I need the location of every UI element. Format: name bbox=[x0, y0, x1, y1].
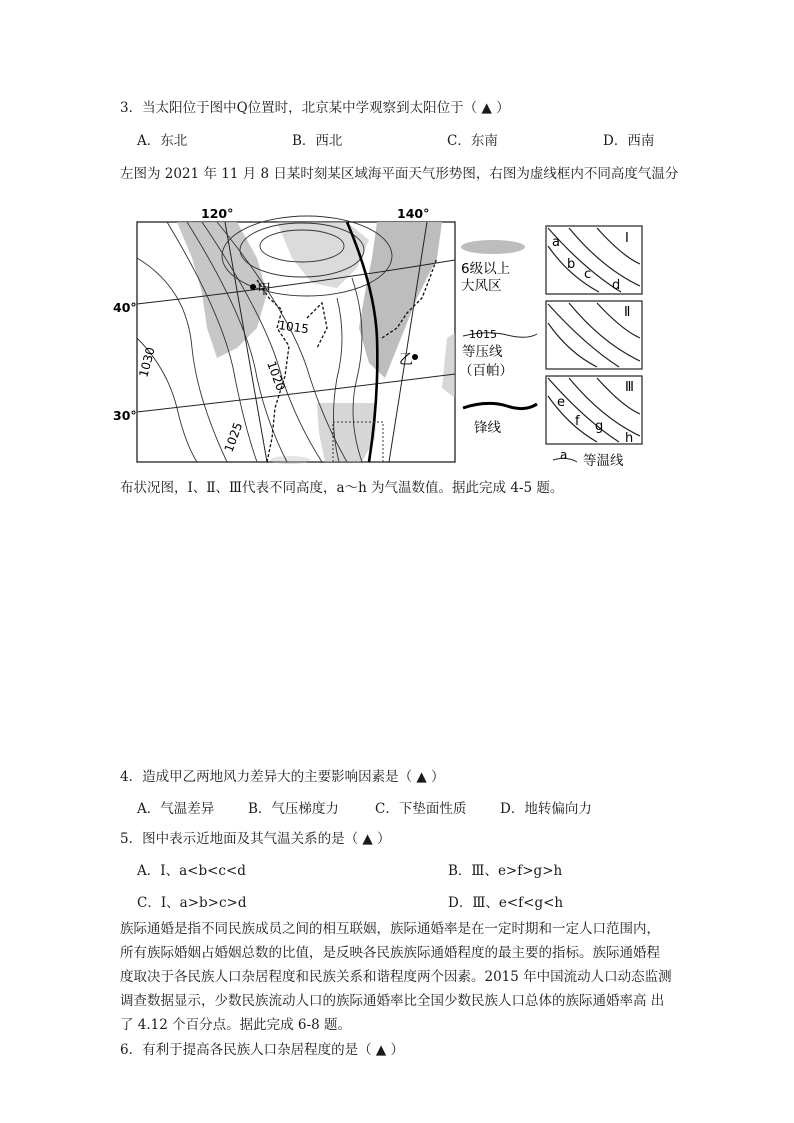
q6-stem: 6．有利于提高各民族人口杂居程度的是（ ▲ ） bbox=[120, 1042, 405, 1058]
q5-option-a: A．Ⅰ、a<b<c<d bbox=[137, 863, 246, 879]
intro-4-5-line2: 布状况图，Ⅰ、Ⅱ、Ⅲ代表不同高度，a～h 为气温数值。据此完成 4-5 题。 bbox=[120, 480, 564, 496]
lon-label-140: 140° bbox=[397, 206, 430, 221]
q3-option-a: A．东北 bbox=[137, 133, 188, 149]
wind-area-legend-line2: 大风区 bbox=[461, 278, 502, 294]
q5-option-b: B．Ⅲ、e>f>g>h bbox=[448, 863, 563, 879]
q3-option-b: B．西北 bbox=[292, 133, 343, 149]
isobar-legend-unit: （百帕） bbox=[459, 363, 513, 379]
point-jia bbox=[250, 284, 256, 290]
q5-option-c: C．Ⅰ、a>b>c>d bbox=[137, 895, 247, 911]
q5-stem: 5．图中表示近地面及其气温关系的是（ ▲ ） bbox=[120, 831, 391, 847]
isobar-label-1025: 1025 bbox=[221, 420, 246, 455]
isobar-legend-text: 等压线 bbox=[462, 344, 503, 360]
place-label-yi: 乙 bbox=[399, 352, 413, 368]
weather-figure bbox=[107, 198, 681, 470]
q4-option-d: D．地转偏向力 bbox=[500, 801, 592, 817]
panel-3-letter-g: g bbox=[595, 419, 604, 434]
panel-1-letter-d: d bbox=[612, 278, 621, 293]
wind-area-legend-swatch bbox=[461, 240, 525, 254]
lon-label-120: 120° bbox=[201, 206, 234, 221]
intro-4-5-line1: 左图为 2021 年 11 月 8 日某时刻某区域海平面天气形势图，右图为虚线框内不同高度气温分 bbox=[120, 166, 679, 182]
intro-6-8-line4: 调查数据显示，少数民族流动人口的族际通婚率比全国少数民族人口总体的族际通婚率高 出 bbox=[120, 993, 665, 1009]
place-label-jia: 甲 bbox=[257, 282, 271, 298]
q3-stem: 3．当太阳位于图中Q位置时，北京某中学观察到太阳位于（ ▲ ） bbox=[120, 100, 510, 116]
panel-1-letter-b: b bbox=[567, 257, 576, 272]
isotherm-legend-symbol: a bbox=[560, 448, 568, 462]
lat-label-30: 30° bbox=[113, 408, 137, 423]
panel-1-roman: Ⅰ bbox=[625, 231, 629, 246]
q3-option-d: D．西南 bbox=[603, 133, 655, 149]
front-legend-text: 锋线 bbox=[474, 420, 501, 436]
q5-option-d: D．Ⅲ、e<f<g<h bbox=[448, 895, 564, 911]
wind-area-legend-line1: 6级以上 bbox=[461, 261, 511, 277]
isobar-label-1030: 1030 bbox=[136, 345, 158, 379]
panel-1-letter-c: c bbox=[584, 267, 592, 282]
panel-3-letter-f: f bbox=[575, 414, 580, 429]
q4-stem: 4．造成甲乙两地风力差异大的主要影响因素是（ ▲ ） bbox=[120, 769, 445, 785]
isobar-legend-value: 1015 bbox=[469, 328, 497, 341]
weather-figure-svg bbox=[107, 198, 681, 470]
panel-3-roman: Ⅲ bbox=[625, 380, 634, 395]
panel-3-letter-e: e bbox=[557, 395, 565, 410]
panel-1-letter-a: a bbox=[552, 235, 560, 250]
q4-option-a: A．气温差异 bbox=[137, 801, 215, 817]
panel-2-roman: Ⅱ bbox=[624, 305, 631, 320]
intro-6-8-line1: 族际通婚是指不同民族成员之间的相互联姻，族际通婚率是在一定时期和一定人口范围内， bbox=[120, 921, 660, 937]
intro-6-8 bbox=[120, 917, 680, 1037]
panel-3-letter-h: h bbox=[625, 431, 634, 446]
q4-option-c: C．下垫面性质 bbox=[375, 801, 467, 817]
lat-label-40: 40° bbox=[113, 300, 137, 315]
q3-option-c: C．东南 bbox=[447, 133, 498, 149]
isotherm-legend-text: 等温线 bbox=[583, 453, 624, 469]
intro-6-8-line3: 度取决于各民族人口杂居程度和民族关系和谐程度两个因素。2015 年中国流动人口动态监测 bbox=[120, 969, 672, 985]
isobar-label-1020: 1020 bbox=[264, 359, 288, 393]
q4-option-b: B．气压梯度力 bbox=[248, 801, 339, 817]
intro-6-8-line2: 所有族际婚姻占婚姻总数的比值，是反映各民族族际通婚程度的最主要的指标。族际通婚程 bbox=[120, 945, 660, 961]
intro-6-8-line5: 了 4.12 个百分点。据此完成 6-8 题。 bbox=[120, 1017, 351, 1033]
isobar-label-1015: 1015 bbox=[277, 318, 310, 337]
front-legend-line bbox=[463, 403, 537, 408]
